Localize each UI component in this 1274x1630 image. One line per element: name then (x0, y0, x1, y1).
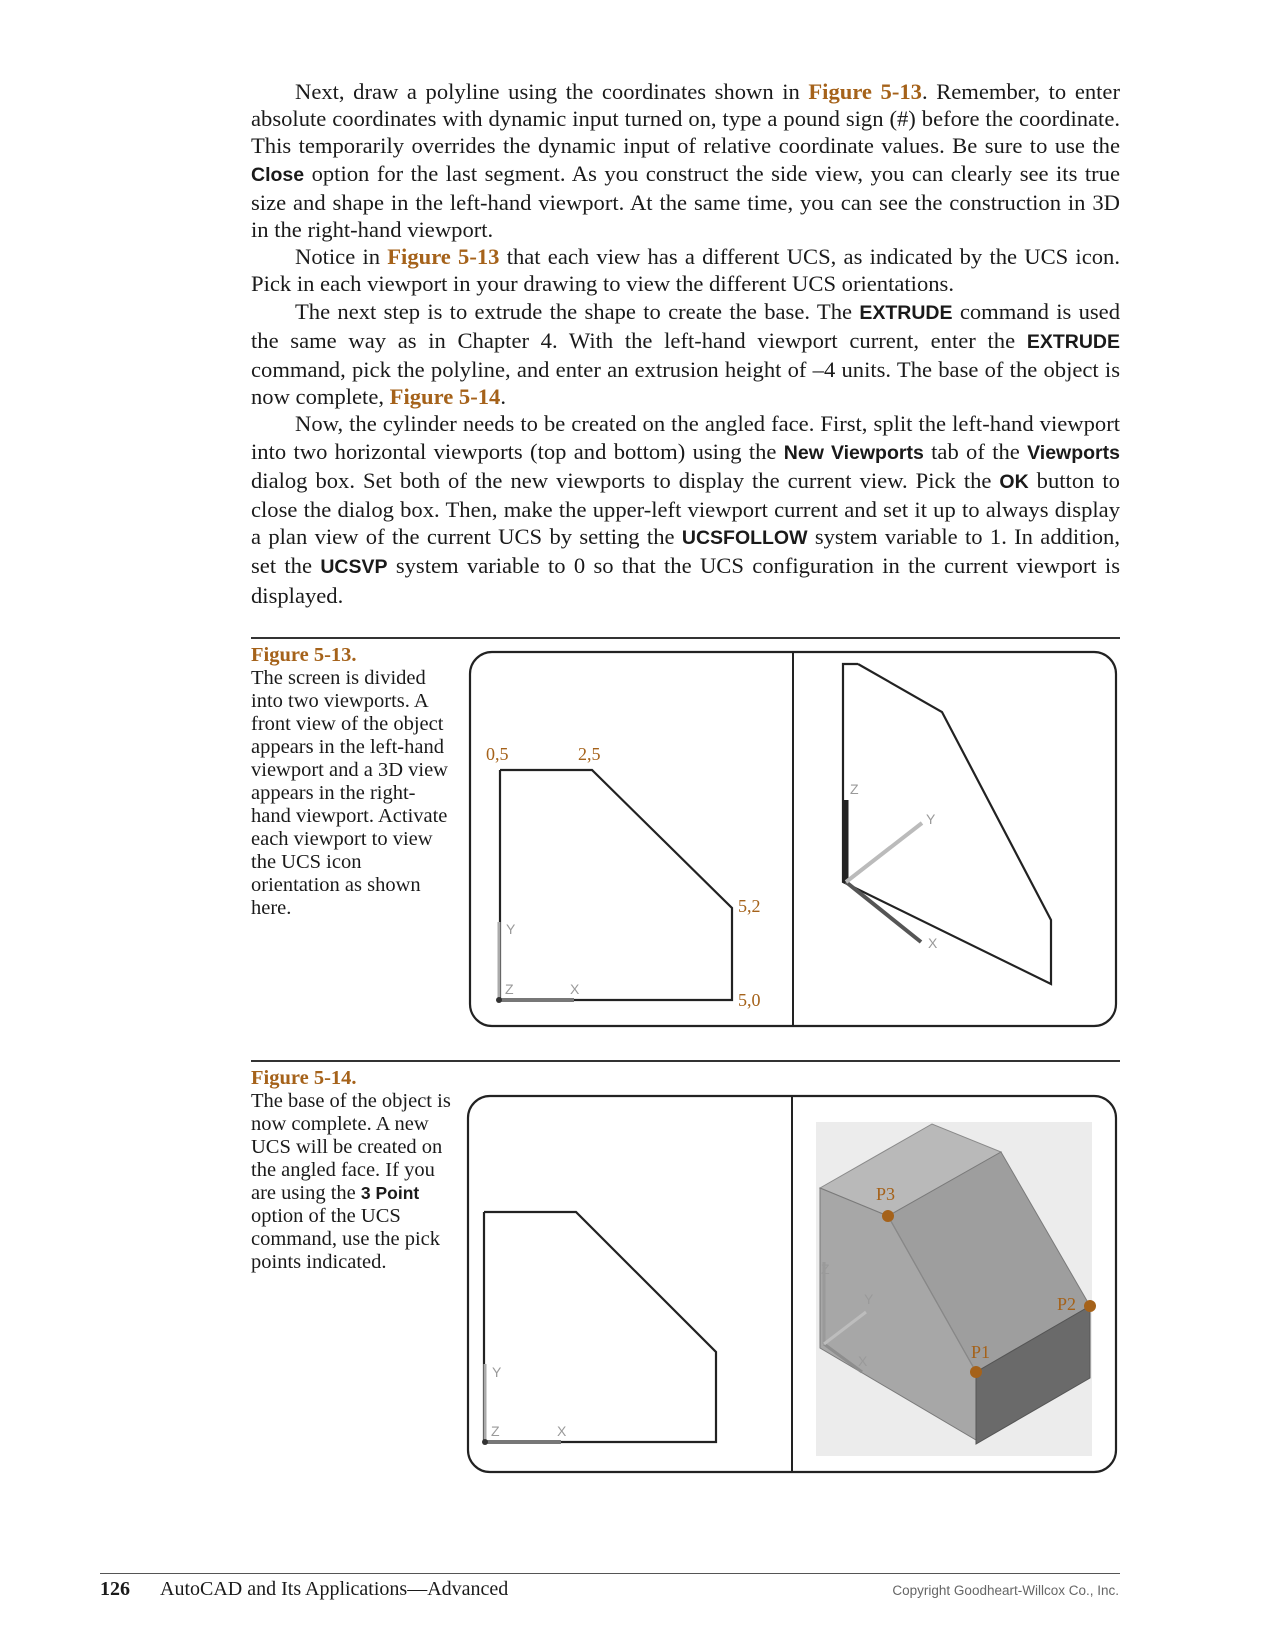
svg-text:Y: Y (506, 921, 516, 937)
svg-text:P2: P2 (1057, 1294, 1077, 1314)
svg-text:Z: Z (850, 781, 859, 797)
svg-text:X: X (557, 1423, 567, 1439)
ok-button-ref: OK (999, 470, 1029, 493)
paragraph-2: Notice in Figure 5-13 that each view has a different UCS, as indicated by the UCS icon. Pick in each viewport in your drawing to view the different UCS orientations. (251, 244, 1120, 297)
svg-text:X: X (858, 1353, 868, 1369)
coord-label-5-0: 5,0 (738, 990, 761, 1010)
ucsfollow-variable: UCSFOLLOW (681, 527, 808, 550)
figure-13-caption (251, 644, 451, 920)
shaded-solid (816, 1122, 1092, 1456)
figure-14-drawing (466, 1094, 1120, 1476)
extrude-command: EXTRUDE (1026, 330, 1120, 353)
figure-13-title: Figure 5-13. (251, 644, 357, 666)
figure-14-viewports (466, 1094, 1120, 1476)
svg-text:P3: P3 (876, 1184, 896, 1204)
svg-text:Z: Z (505, 981, 514, 997)
ucsvp-variable: UCSVP (320, 556, 388, 579)
footer-left (100, 1578, 508, 1601)
svg-text:Z: Z (821, 1261, 830, 1277)
svg-text:P1: P1 (971, 1342, 991, 1362)
figure-14-caption: Figure 5-14. The base of the object is now complete. A new UCS will be created on the angled face. If you are using the 3 Point option of the UCS command, use the pick points indicated. (251, 1067, 451, 1273)
svg-text:Y: Y (864, 1291, 874, 1307)
svg-text:X: X (928, 935, 938, 951)
figure-14-rule (251, 1060, 1120, 1062)
viewports-dialog: Viewports (1027, 441, 1120, 464)
figure-5-13-link[interactable]: Figure 5-13 (387, 244, 500, 270)
footer-rule (100, 1573, 1120, 1574)
figure-5-14-link[interactable]: Figure 5-14 (389, 384, 501, 410)
coord-label-5-2: 5,2 (738, 896, 761, 916)
extrude-command: EXTRUDE (859, 301, 953, 324)
book-title: AutoCAD and Its Applications—Advanced (160, 1578, 509, 1600)
figure-14-title: Figure 5-14. (251, 1067, 357, 1089)
coord-label-0-5: 0,5 (486, 744, 509, 764)
new-viewports-tab: New Viewports (783, 441, 924, 464)
figure-13-caption-text: The screen is divided into two viewports. A front view of the object appears in the left-hand viewport and a 3D view appears in the right-hand viewport. Activate each viewport to view the UCS icon orientation as shown here. (251, 667, 448, 919)
paragraph-4: Now, the cylinder needs to be created on the angled face. First, split the left-hand viewport into two horizontal viewports (top and bottom) using the New Viewports tab of the Viewports dialog box. Set both of the new viewports to display the current view. Pick the OK button to close the dialog box. Then, make the upper-left viewport current and set it up to always display a plan view of the current UCS by setting the UCSFOLLOW system variable to 1. In addition, set the UCSVP system variable to 0 so that the UCS configuration in the current viewport is displayed. (251, 411, 1121, 608)
svg-text:X: X (570, 981, 580, 997)
page-number: 126 (100, 1578, 130, 1600)
close-option: Close (251, 163, 305, 186)
coord-label-2-5: 2,5 (578, 744, 601, 764)
3-point-option: 3 Point (360, 1183, 420, 1203)
svg-text:Y: Y (492, 1364, 502, 1380)
figure-13-drawing (468, 650, 1120, 1030)
svg-text:Y: Y (926, 811, 936, 827)
figure-13-rule (251, 637, 1120, 639)
paragraph-3: The next step is to extrude the shape to create the base. The EXTRUDE command is used the same way as in Chapter 4. With the left-hand viewport current, enter the EXTRUDE command, pick the polyline, and enter an extrusion height of –4 units. The base of the object is now complete, Figure 5-14. (251, 298, 1121, 410)
figure-13-viewports (468, 650, 1120, 1030)
body-text (251, 78, 1120, 609)
paragraph-1: Next, draw a polyline using the coordinates shown in Figure 5-13. Remember, to enter absolute coordinates with dynamic input turned on, type a pound sign (#) before the coordinate. This temporarily overrides the dynamic input of relative coordinate values. Be sure to use the Close option for the last segment. As you construct the side view, you can clearly see its true size and shape in the left-hand viewport. At the same time, you can see the construction in 3D in the right-hand viewport. (251, 79, 1120, 243)
copyright: Copyright Goodheart-Willcox Co., Inc. (892, 1583, 1119, 1598)
figure-5-13-link[interactable]: Figure 5-13 (808, 79, 922, 104)
svg-text:Z: Z (491, 1423, 500, 1439)
